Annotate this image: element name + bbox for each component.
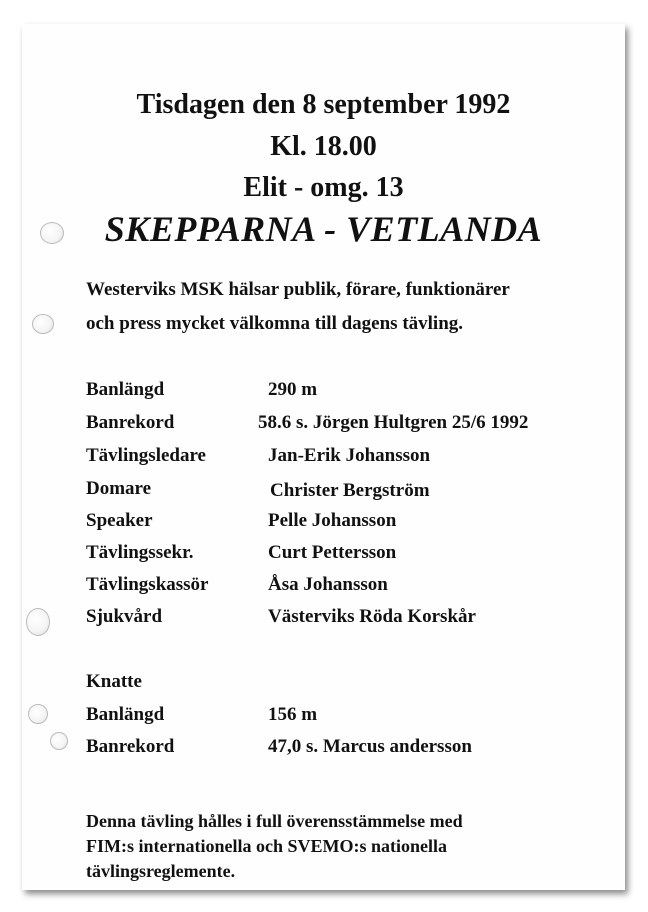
binder-hole [26, 608, 50, 636]
binder-hole [32, 314, 54, 334]
footer-text-line: FIM:s internationella och SVEMO:s nationella [86, 836, 447, 856]
info-label: Tävlingsledare [86, 445, 206, 466]
knatte-label: Banlängd [86, 704, 165, 725]
event-round: Elit - omg. 13 [243, 172, 404, 203]
knatte-label: Banrekord [86, 736, 175, 757]
welcome-text-line: och press mycket välkomna till dagens tävling. [86, 313, 464, 334]
match-title: SKEPPARNA - VETLANDA [104, 209, 543, 249]
footer-text-line: Denna tävling hålles i full överensstämmelse med [86, 811, 463, 831]
info-label: Banlängd [86, 379, 165, 400]
info-label: Sjukvård [86, 606, 163, 627]
binder-hole [50, 732, 68, 750]
binder-hole [28, 704, 48, 724]
program-page [22, 24, 625, 890]
info-value: Christer Bergström [270, 480, 430, 501]
info-label: Tävlingssekr. [86, 542, 194, 563]
footer-text-line: tävlingsreglemente. [86, 861, 236, 881]
info-label: Domare [86, 478, 152, 499]
knatte-value: 156 m [268, 704, 318, 725]
info-value: Åsa Johansson [268, 574, 388, 595]
info-label: Banrekord [86, 412, 175, 433]
info-label: Tävlingskassör [86, 574, 209, 595]
welcome-text-line: Westerviks MSK hälsar publik, förare, funktionärer [86, 279, 510, 300]
info-value: Västerviks Röda Korskår [268, 606, 476, 627]
info-value: Jan-Erik Johansson [268, 445, 431, 466]
event-date: Tisdagen den 8 september 1992 [136, 89, 511, 120]
info-value: Curt Pettersson [268, 542, 397, 563]
knatte-heading: Knatte [86, 671, 142, 692]
info-label: Speaker [86, 510, 153, 531]
info-value: 58.6 s. Jörgen Hultgren 25/6 1992 [258, 412, 529, 433]
info-value: Pelle Johansson [268, 510, 397, 531]
knatte-value: 47,0 s. Marcus andersson [268, 736, 472, 757]
event-time: Kl. 18.00 [270, 131, 377, 162]
info-value: 290 m [268, 379, 318, 400]
